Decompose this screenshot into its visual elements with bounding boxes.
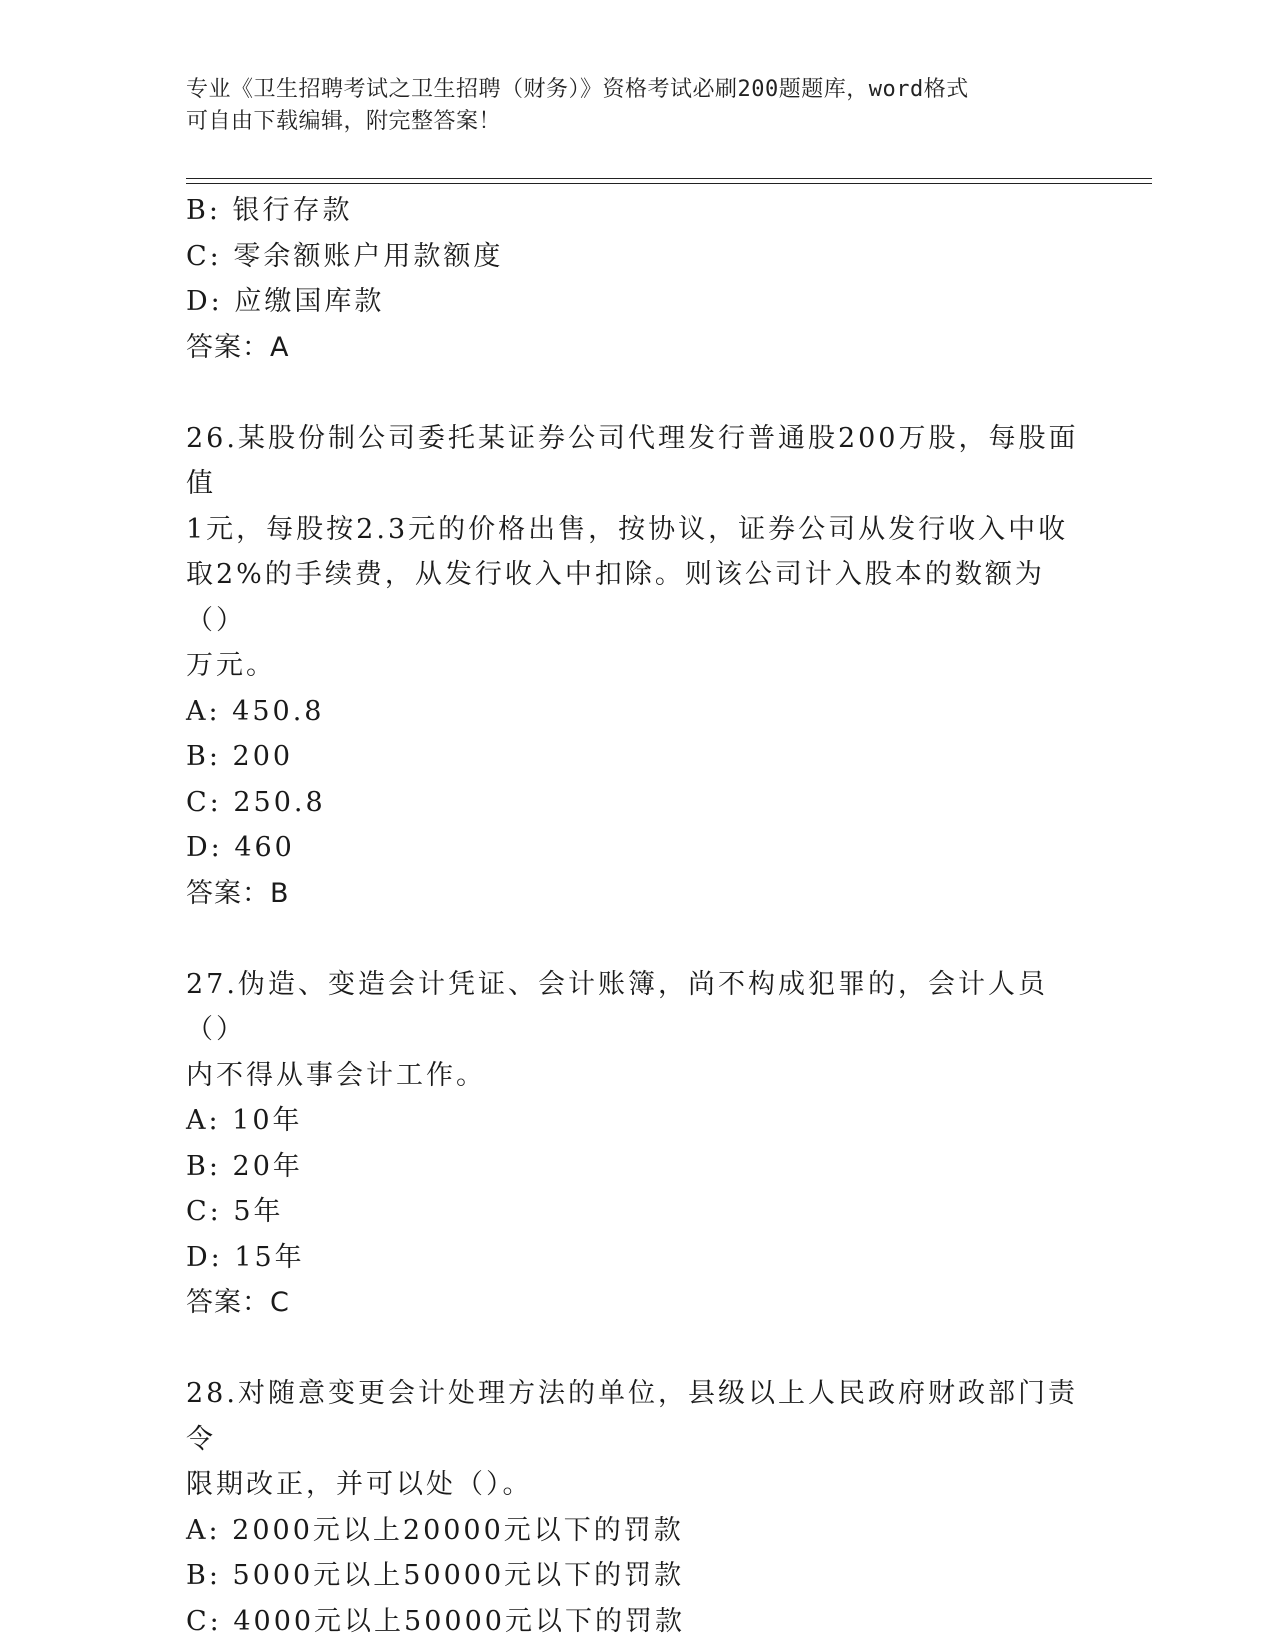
option-c: C: 零余额账户用款额度: [186, 240, 504, 272]
spacer: [186, 370, 1086, 416]
option-b: B: 银行存款: [186, 195, 353, 226]
option-b: B: 200: [186, 741, 294, 772]
question-text-line: 取2%的手续费，从发行收入中扣除。则该公司计入股本的数额为（）: [186, 559, 1045, 636]
option-a: A: 450.8: [186, 695, 325, 727]
option-c: C: 4000元以上50000元以下的罚款: [186, 1605, 685, 1637]
answer-line: 答案：A: [186, 331, 290, 363]
answer-line: 答案：B: [186, 877, 290, 909]
spacer: [186, 916, 1086, 962]
question-text-line: 26.某股份制公司委托某证券公司代理发行普通股200万股，每股面值: [186, 422, 1079, 499]
header-title-line-1: 专业《卫生招聘考试之卫生招聘（财务）》资格考试必刷200题题库，word格式: [186, 77, 969, 102]
option-a: A: 10年: [186, 1105, 303, 1136]
option-d: D: 应缴国库款: [186, 286, 385, 317]
option-b: B: 20年: [186, 1150, 303, 1182]
option-c: C: 5年: [186, 1196, 284, 1227]
header-title-line-2: 可自由下载编辑，附完整答案！: [186, 109, 502, 134]
answer-line: 答案：C: [186, 1287, 290, 1318]
header-divider-bottom: [186, 183, 1152, 184]
option-c: C: 250.8: [186, 786, 326, 818]
option-d: D: 15年: [186, 1241, 305, 1273]
page-header: [186, 74, 1076, 138]
question-27: [186, 962, 1086, 1326]
question-26: [186, 416, 1086, 917]
question-text-line: 内不得从事会计工作。: [186, 1059, 486, 1091]
question-text-line: 1元，每股按2.3元的价格出售，按协议，证券公司从发行收入中收: [186, 513, 1069, 545]
question-text-line: 万元。: [186, 650, 276, 681]
option-a: A: 2000元以上20000元以下的罚款: [186, 1514, 684, 1546]
question-28: [186, 1371, 1086, 1644]
document-body: [186, 188, 1086, 1644]
option-b: B: 5000元以上50000元以下的罚款: [186, 1560, 685, 1591]
question-text-line: 限期改正，并可以处（）。: [186, 1469, 533, 1500]
question-text-line: 27.伪造、变造会计凭证、会计账簿，尚不构成犯罪的，会计人员（）: [186, 968, 1048, 1045]
spacer: [186, 1326, 1086, 1372]
question-25-fragment: [186, 188, 1086, 370]
question-text-line: 28.对随意变更会计处理方法的单位，县级以上人民政府财政部门责令: [186, 1378, 1078, 1455]
header-divider-top: [186, 178, 1152, 179]
option-d: D: 460: [186, 832, 295, 863]
